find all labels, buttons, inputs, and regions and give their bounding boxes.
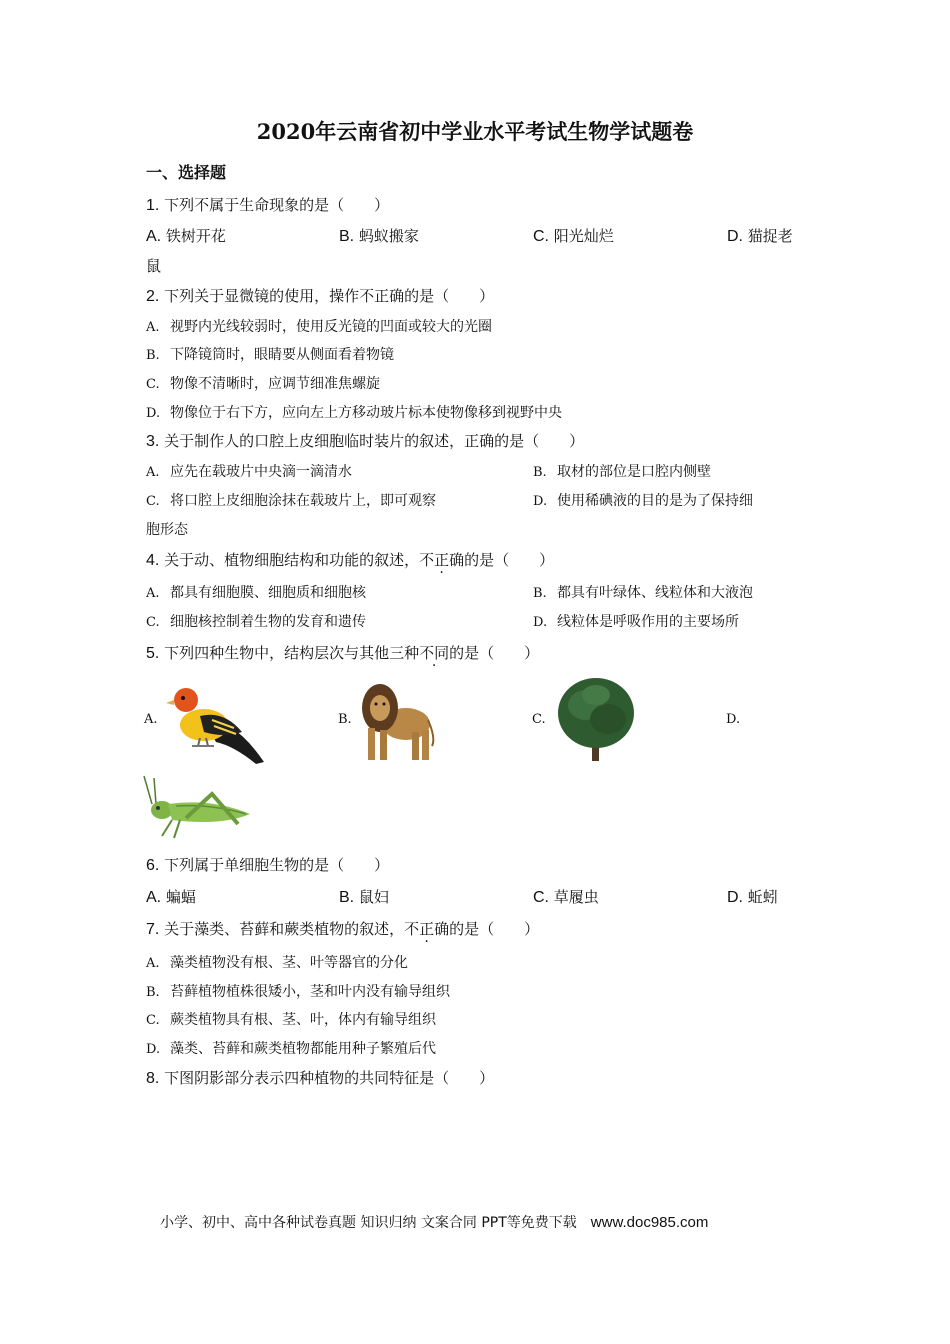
footer-url[interactable]: www.doc985.com [590, 1214, 709, 1231]
q1-option-d: D. 猫捉老 [727, 227, 793, 245]
q6-option-d: D. 蚯蚓 [727, 888, 778, 906]
emphasis-text: 不正确 [419, 551, 465, 569]
section-heading: 一、选择题 [146, 163, 227, 182]
page-title: 2020年云南省初中学业水平考试生物学试题卷 [256, 119, 694, 144]
q5-label-d: D. [726, 712, 741, 727]
q4-option-b: B. 都具有叶绿体、线粒体和大液泡 [533, 585, 753, 601]
q4-option-d: D. 线粒体是呼吸作用的主要场所 [533, 614, 739, 630]
q7-option-c: C. 蕨类植物具有根、茎、叶，体内有输导组织 [146, 1012, 436, 1028]
grasshopper-image [142, 774, 254, 844]
q6-option-a: A. 蝙蝠 [146, 888, 196, 906]
q2-option-c: C. 物像不清晰时，应调节细准焦螺旋 [146, 376, 380, 392]
emphasis-text: 不同 [419, 644, 450, 662]
q2-option-d: D. 物像位于右下方，应向左上方移动玻片标本使物像移到视野中央 [146, 405, 562, 421]
question-6: 6. 下列属于单细胞生物的是（ ） [146, 856, 390, 874]
q3-option-b: B. 取材的部位是口腔内侧壁 [533, 464, 711, 480]
q3-option-d: D. 使用稀碘液的目的是为了保持细 [533, 493, 753, 509]
q4-option-c: C. 细胞核控制着生物的发育和遗传 [146, 614, 366, 630]
q5-label-a: A. [144, 712, 158, 727]
tree-image [556, 675, 636, 763]
q6-option-b: B. 鼠妇 [339, 888, 389, 906]
footer [160, 1212, 708, 1232]
q1-option-d-wrap: 鼠 [146, 257, 162, 275]
q3-option-c: C. 将口腔上皮细胞涂抹在载玻片上，即可观察 [146, 493, 436, 509]
q1-option-c: C. 阳光灿烂 [533, 227, 614, 245]
q7-option-d: D. 藻类、苔藓和蕨类植物都能用种子繁殖后代 [146, 1041, 436, 1057]
q7-option-a: A. 藻类植物没有根、茎、叶等器官的分化 [146, 955, 408, 971]
q3-option-d-wrap: 胞形态 [146, 522, 188, 538]
q5-label-c: C. [532, 712, 546, 727]
q1-option-b: B. 蚂蚁搬家 [339, 227, 419, 245]
question-8: 8. 下图阴影部分表示四种植物的共同特征是（ ） [146, 1069, 495, 1087]
question-4: 4. 关于动、植物细胞结构和功能的叙述，不正确的是（ ） [146, 551, 555, 569]
q2-option-b: B. 下降镜筒时，眼睛要从侧面看着物镜 [146, 347, 394, 363]
question-2: 2. 下列关于显微镜的使用，操作不正确的是（ ） [146, 287, 495, 305]
q4-option-a: A. 都具有细胞膜、细胞质和细胞核 [146, 585, 366, 601]
question-3: 3. 关于制作人的口腔上皮细胞临时装片的叙述，正确的是（ ） [146, 432, 585, 450]
lion-image [360, 680, 436, 766]
q3-option-a: A. 应先在载玻片中央滴一滴清水 [146, 464, 352, 480]
question-7: 7. 关于藻类、苔藓和蕨类植物的叙述，不正确的是（ ） [146, 920, 540, 938]
q2-option-a: A. 视野内光线较弱时，使用反光镜的凹面或较大的光圈 [146, 319, 492, 335]
q6-option-c: C. 草履虫 [533, 888, 599, 906]
question-1: 1. 下列不属于生命现象的是（ ） [146, 196, 390, 214]
question-5: 5. 下列四种生物中，结构层次与其他三种不同的是（ ） [146, 644, 540, 662]
bird-image [164, 680, 268, 766]
q7-option-b: B. 苔藓植物植株很矮小，茎和叶内没有输导组织 [146, 984, 450, 1000]
q5-label-b: B. [338, 712, 352, 727]
footer-text: 小学、初中、高中各种试卷真题 知识归纳 文案合同 PPT等免费下载 [160, 1215, 577, 1231]
q1-option-a: A. 铁树开花 [146, 227, 226, 245]
emphasis-text: 不正确 [404, 920, 450, 938]
